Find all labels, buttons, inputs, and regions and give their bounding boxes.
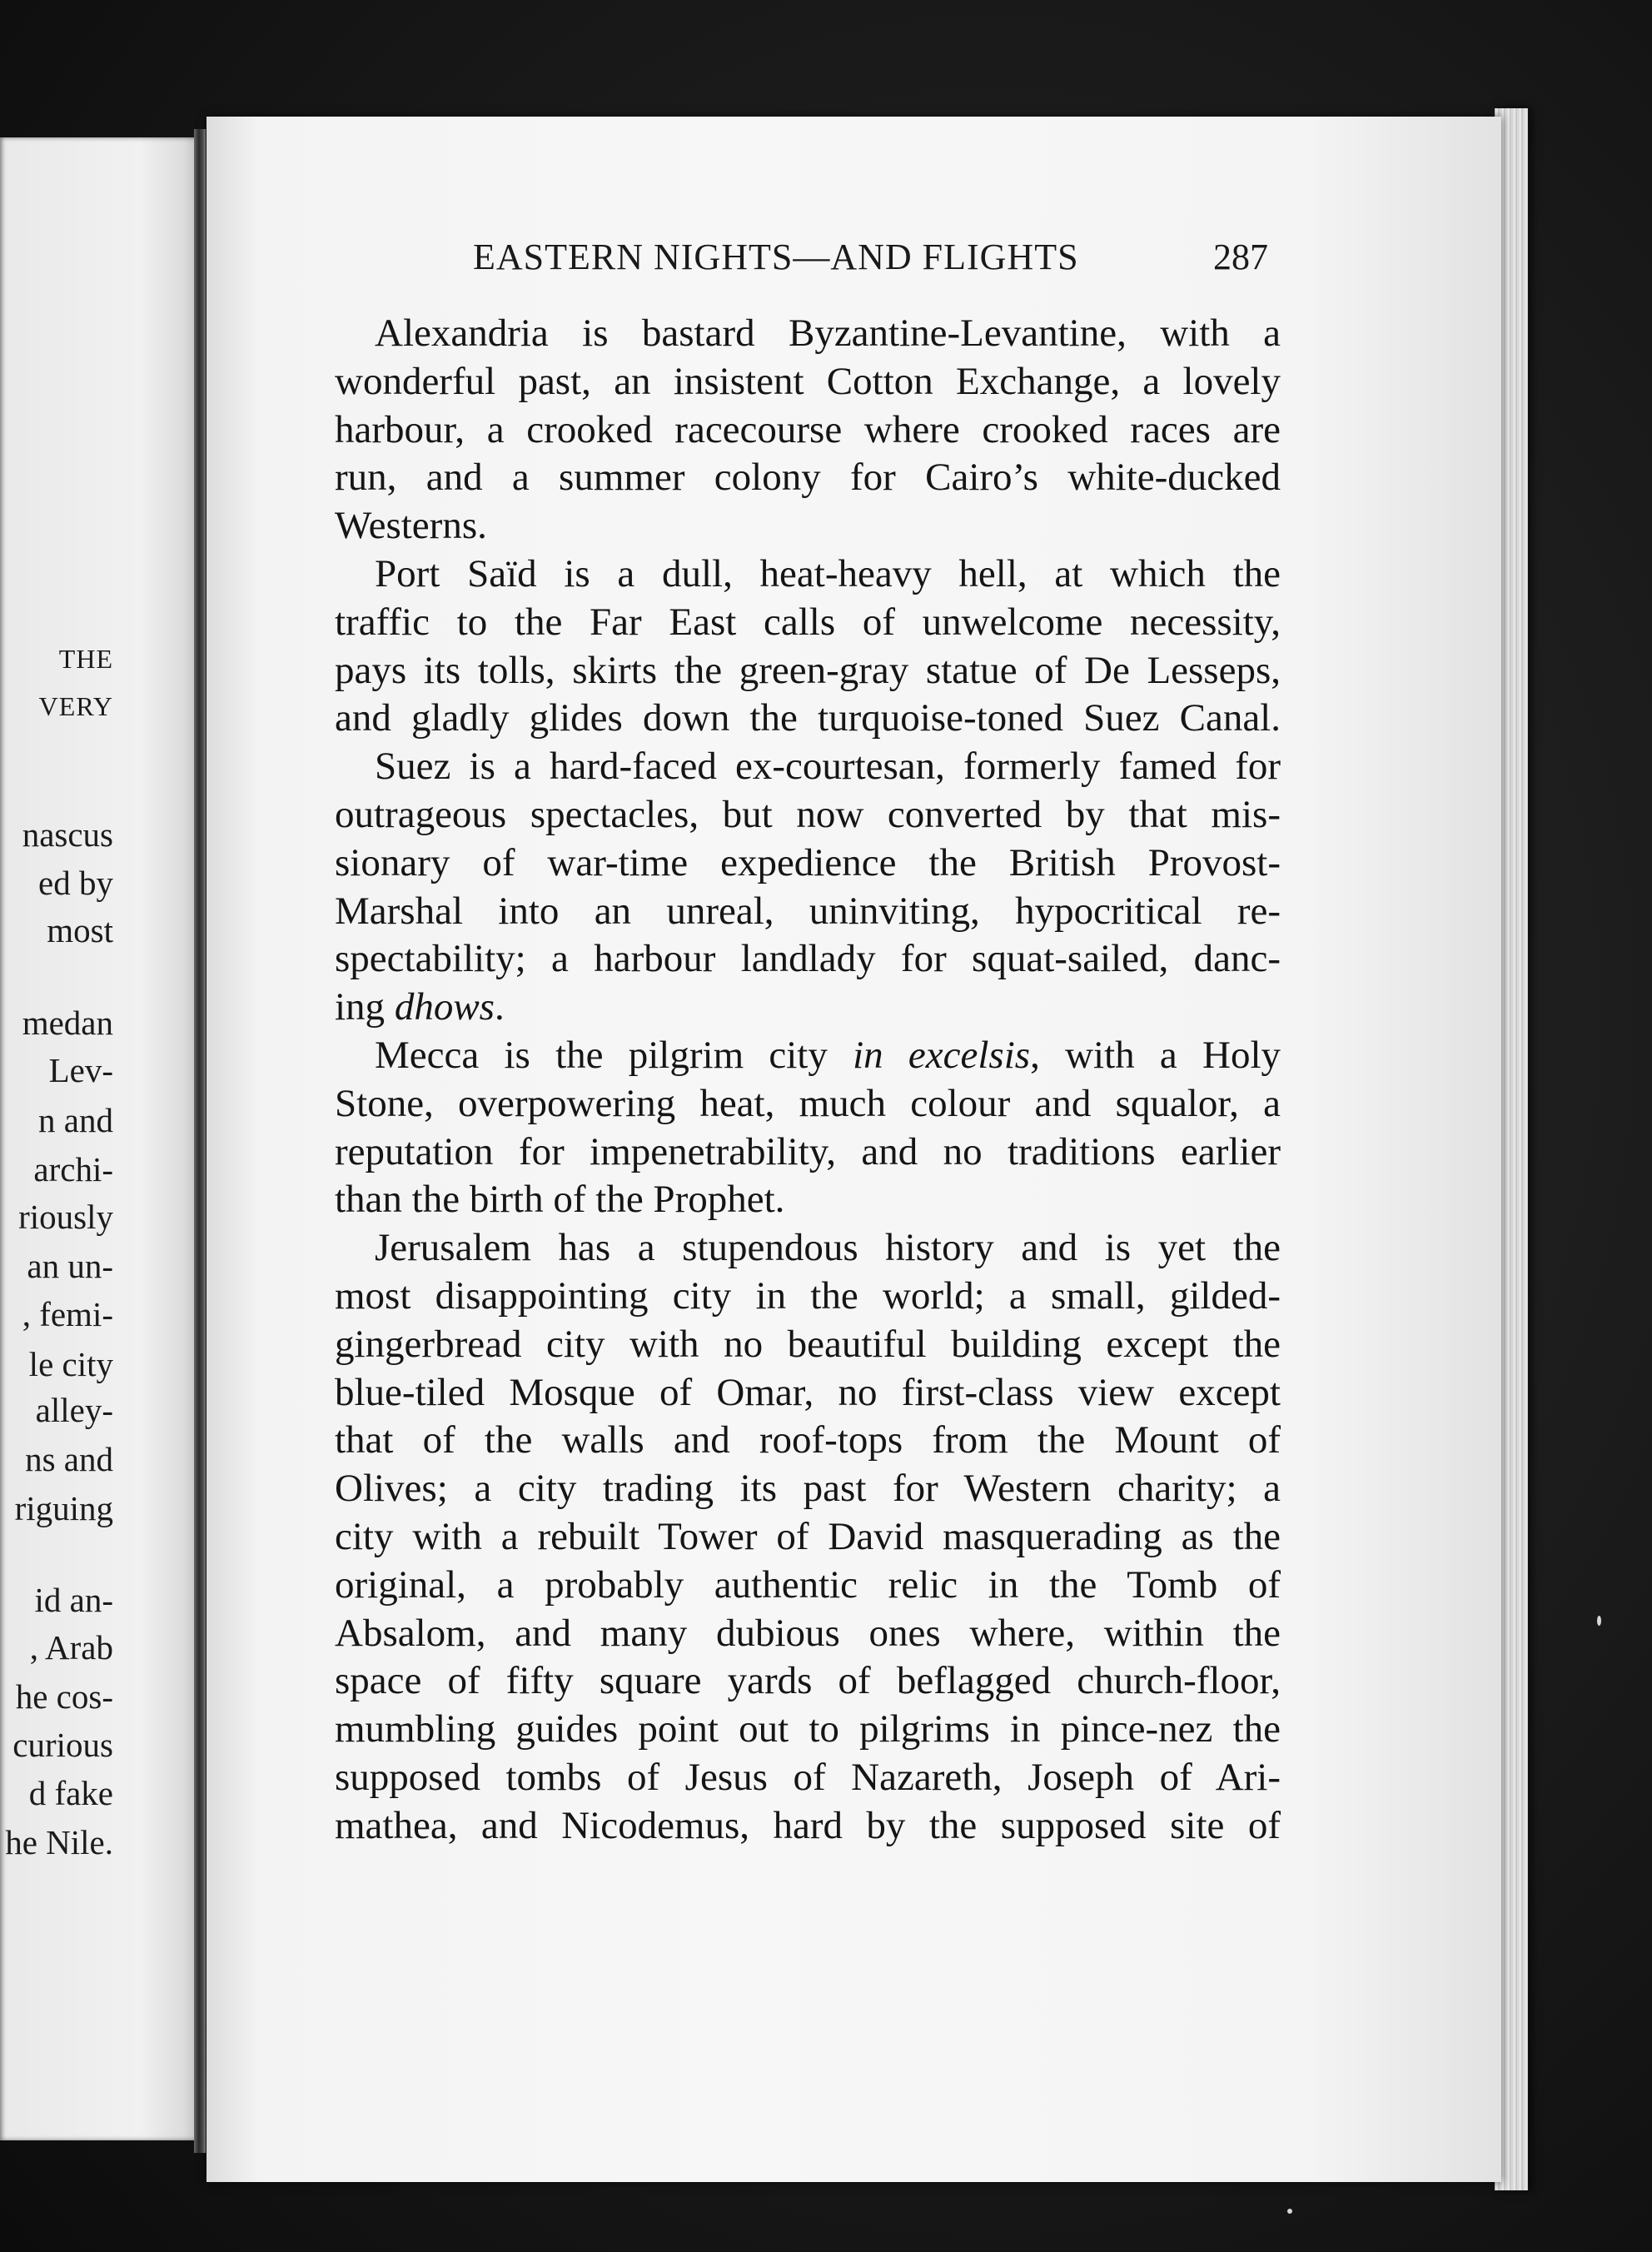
left-page-fragment: archi- <box>33 1150 113 1188</box>
left-page-fragment: curious <box>12 1726 113 1764</box>
page-number: 287 <box>1213 237 1268 277</box>
text-line: Westerns. <box>335 504 487 548</box>
left-page-fragment: an un- <box>27 1247 113 1285</box>
text-line: Jerusalem has a stupendous history and is yet the <box>375 1226 1281 1270</box>
text-line: reputation for impenetrability, and no traditions earlier <box>335 1129 1281 1173</box>
body-text <box>335 310 1281 1851</box>
running-head: EASTERN NIGHTS—AND FLIGHTS <box>473 237 1079 277</box>
text-line: blue-tiled Mosque of Omar, no first-class view except <box>335 1370 1281 1414</box>
text-line: spectability; a harbour landlady for squat-sailed, danc- <box>335 937 1281 981</box>
text-line: Suez is a hard-faced ex-courtesan, formerly famed for <box>375 745 1281 789</box>
dust-speck <box>1597 1616 1601 1626</box>
left-page <box>0 137 200 2140</box>
dust-speck <box>1287 2209 1292 2214</box>
left-page-fragment: riously <box>18 1198 113 1236</box>
left-page-fragment: he cos- <box>15 1677 113 1716</box>
text-line: harbour, a crooked racecourse where crooked races are <box>335 407 1281 451</box>
left-page-fragment: most <box>47 911 113 949</box>
left-page-fragment: nascus <box>22 815 113 854</box>
text-run: . <box>494 985 505 1029</box>
left-page-fragment: le city <box>28 1345 113 1383</box>
left-page-fragment: THE <box>58 644 113 674</box>
text-line: Olives; a city trading its past for Western charity; a <box>335 1467 1281 1511</box>
text-run: Mecca is the pilgrim city <box>375 1033 853 1077</box>
text-line: pays its tolls, skirts the green-gray statue of De Lesseps, <box>335 648 1281 692</box>
text-line: Alexandria is bastard Byzantine-Levantine, with a <box>375 311 1281 355</box>
left-page-fragment: ns and <box>25 1440 113 1478</box>
left-page-fragment: id an- <box>34 1581 113 1619</box>
left-page-fragment: VERY <box>38 691 113 721</box>
text-line: supposed tombs of Jesus of Nazareth, Joseph of Ari- <box>335 1755 1281 1799</box>
text-line: Marshal into an unreal, uninviting, hypocritical re- <box>335 889 1281 933</box>
left-page-fragment: riguing <box>14 1489 113 1527</box>
text-line: than the birth of the Prophet. <box>335 1178 785 1222</box>
left-page-fragment: d fake <box>28 1774 113 1812</box>
left-page-fragment: n and <box>38 1101 113 1139</box>
text-line: traffic to the Far East calls of unwelcome necessity, <box>335 600 1281 644</box>
text-line: space of fifty square yards of beflagged church-floor, <box>335 1659 1281 1703</box>
text-line: sionary of war-time expedience the British Provost- <box>335 840 1281 884</box>
text-line: gingerbread city with no beautiful building except the <box>335 1322 1281 1366</box>
left-page-fragment: he Nile. <box>5 1823 113 1861</box>
left-page-fragment: , Arab <box>29 1628 113 1667</box>
italic-text: in excelsis <box>853 1033 1031 1077</box>
text-run: , with a Holy <box>1030 1033 1281 1077</box>
text-line: Port Saïd is a dull, heat-heavy hell, at which the <box>375 551 1281 595</box>
text-line <box>335 984 1281 1032</box>
left-page-fragment: ed by <box>38 864 113 902</box>
text-line: outrageous spectacles, but now converted by that mis- <box>335 792 1281 836</box>
left-page-fragment: medan <box>22 1004 113 1042</box>
text-line: most disappointing city in the world; a small, gilded- <box>335 1273 1281 1318</box>
text-line: Absalom, and many dubious ones where, within the <box>335 1611 1281 1655</box>
text-line <box>335 1032 1281 1080</box>
text-run: ing <box>335 985 395 1029</box>
text-line: mumbling guides point out to pilgrims in pince-nez the <box>335 1707 1281 1751</box>
text-line: run, and a summer colony for Cairo’s white-ducked <box>335 456 1281 500</box>
text-line: city with a rebuilt Tower of David masquerading as the <box>335 1514 1281 1558</box>
left-page-fragment: alley- <box>35 1391 113 1429</box>
left-page-fragment: , femi- <box>22 1295 113 1333</box>
text-line: that of the walls and roof-tops from the Mount of <box>335 1418 1281 1462</box>
text-line: wonderful past, an insistent Cotton Exchange, a lovely <box>335 359 1281 403</box>
book-gutter <box>194 129 206 2153</box>
text-line: Stone, overpowering heat, much colour and squalor, a <box>335 1081 1281 1125</box>
italic-text: dhows <box>394 985 495 1029</box>
text-line: mathea, and Nicodemus, hard by the supposed site of <box>335 1803 1281 1847</box>
text-line: and gladly glides down the turquoise-toned Suez Canal. <box>335 696 1281 740</box>
text-line: original, a probably authentic relic in the Tomb of <box>335 1562 1281 1607</box>
left-page-fragment: Lev- <box>48 1051 113 1089</box>
